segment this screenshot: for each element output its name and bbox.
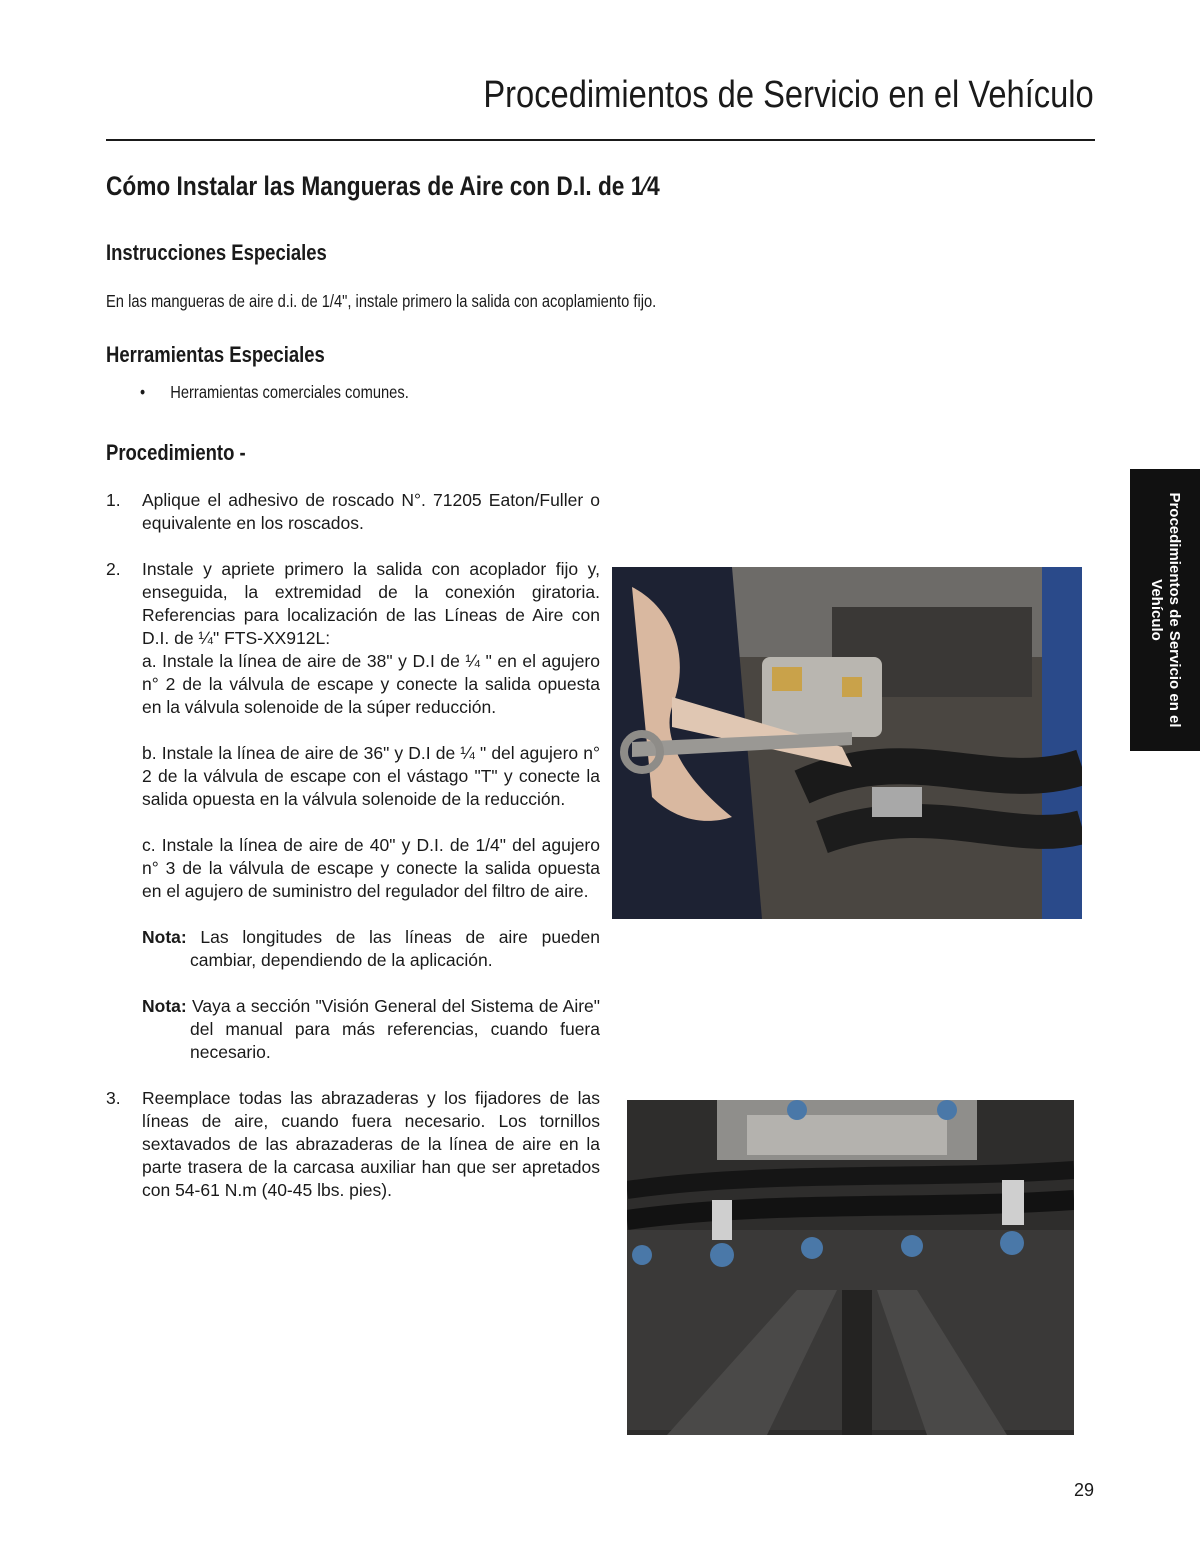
special-instructions-text: En las mangueras de aire d.i. de 1/4", instale primero la salida con acoplamiento fijo.	[106, 291, 657, 311]
procedure-heading: Procedimiento -	[106, 440, 246, 465]
note-1	[142, 926, 600, 972]
step-number: 1.	[106, 490, 121, 510]
special-tools-item	[140, 381, 409, 404]
special-tools-item-text: Herramientas comerciales comunes.	[170, 382, 409, 402]
note-2	[142, 995, 600, 1064]
header-divider	[106, 139, 1095, 141]
valve-wrench-photo	[612, 567, 1082, 919]
step-number: 3.	[106, 1088, 121, 1108]
side-section-tab-text: Procedimientos de Servicio en el Vehículo	[1148, 492, 1183, 728]
step-text: Aplique el adhesivo de roscado N°. 71205 Eaton/Fuller o equivalente en los roscados.	[142, 490, 600, 533]
note-label: Nota:	[142, 996, 187, 1016]
procedure-step-3	[106, 1087, 600, 1202]
substep-b: b. Instale la línea de aire de 36" y D.I de ¼ " del agujero n° 2 de la válvula de escape con el vástago "T" y conecte la salida opuesta en la válvula solenoide de la reducción.	[142, 743, 600, 809]
substep-a: a. Instale la línea de aire de 38" y D.I de ¼ " en el agujero n° 2 de la válvula de escape y conecte la salida opuesta en la válvula solenoide de la súper reducción.	[142, 651, 600, 717]
procedure-step-1	[106, 489, 600, 535]
valve-wrench-illustration	[612, 567, 1082, 919]
step-number: 2.	[106, 559, 121, 579]
procedure-list	[106, 489, 600, 1225]
air-lines-clamps-illustration	[627, 1100, 1074, 1435]
special-instructions-heading: Instrucciones Especiales	[106, 240, 327, 265]
note-label: Nota:	[142, 927, 187, 947]
substep-c: c. Instale la línea de aire de 40" y D.I. de 1/4" del agujero n° 3 de la válvula de escape y conecte la salida opuesta en el agujero de suministro del regulador del filtro de aire.	[142, 835, 600, 901]
step-text: Reemplace todas las abrazaderas y los fijadores de las líneas de aire, cuando fuera necesario. Los tornillos sextavados de las abrazaderas de la línea de aire en la parte trasera de la carcasa auxiliar han que ser apretados con 54-61 N.m (40-45 lbs. pies).	[142, 1088, 600, 1200]
air-lines-clamps-photo	[627, 1100, 1074, 1435]
section-title: Cómo Instalar las Mangueras de Aire con D.I. de 1⁄4	[106, 171, 660, 201]
note-text: Las longitudes de las líneas de aire pueden cambiar, dependiendo de la aplicación.	[186, 927, 600, 970]
page-number: 29	[1073, 1480, 1094, 1500]
bullet-icon: •	[140, 382, 146, 402]
note-text: Vaya a sección "Visión General del Sistema de Aire" del manual para más referencias, cuando fuera necesario.	[186, 996, 600, 1062]
procedure-step-2	[106, 558, 600, 903]
step-text: Instale y apriete primero la salida con acoplador fijo y, enseguida, la extremidad de la conexión giratoria. Referencias para localización de las Líneas de Aire con D.I. de ¼" FTS-XX912L:	[142, 559, 600, 648]
page-header-title: Procedimientos de Servicio en el Vehículo	[483, 74, 1094, 116]
special-tools-heading: Herramientas Especiales	[106, 342, 325, 367]
